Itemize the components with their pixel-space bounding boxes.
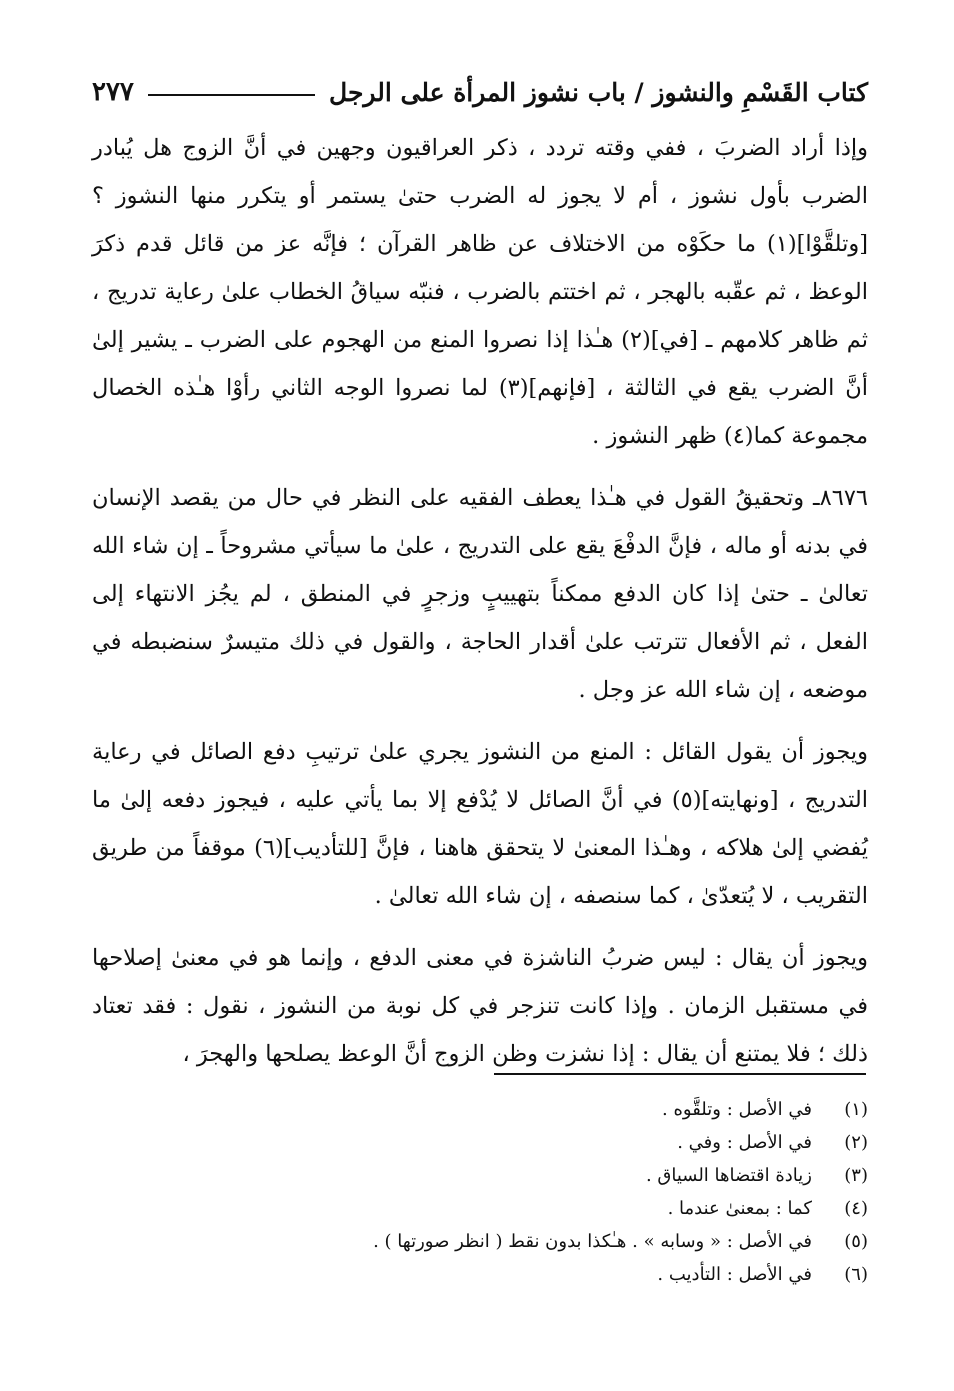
header-title: كتاب القَسْمِ والنشوز / باب نشوز المرأة على الرجل [329,77,868,107]
main-text [92,124,868,1078]
paragraph: ويجوز أن يقال : ليس ضربُ الناشزة في معنى الدفع ، وإنما هو في معنىٰ إصلاحها في مستقبل الزمان . وإذا كانت تنزجر في كل نوبة من النشوز ، نقول : فقد تعتاد ذلك ؛ فلا يمتنع أن يقال : إذا نشزت وظن الزوج أنَّ الوعظ يصلحها والهجرَ ، [92,945,868,1067]
footnotes [268,1093,868,1291]
footnote-text: زيادة اقتضاها السياق . [645,1165,812,1186]
footnote-text: كما : بمعنىٰ عندما . [667,1198,812,1219]
page-number: ٢٧٧ [92,77,134,107]
footnote-number: (٢) [844,1132,868,1153]
footnote-number: (٤) [844,1198,868,1219]
footnote-item [268,1258,868,1291]
footnote-number: (٦) [844,1264,868,1285]
footnote-text: في الأصل : وتلقَّوه . [662,1099,812,1120]
footnote-text: في الأصل : وفي . [677,1132,812,1153]
footnote-item [268,1126,868,1159]
header-rule [148,94,315,96]
footnote-number: (١) [844,1099,868,1120]
paragraph: وإذا أراد الضربَ ، ففي وقته تردد ، ذكر العراقيون وجهين في أنَّ الزوج هل يُبادر الضرب بأول نشوز ، أم لا يجوز له الضرب حتىٰ يستمر أو يتكرر منها النشوز ؟ [وتلقَّوْا](١) ما حكَوْه من الاختلاف عن ظاهر القرآن ؛ فإنَّه عز من قائل قدم ذكرَ الوعظ ، ثم عقّبه بالهجر ، ثم اختتم بالضرب ، فنبّه سياقُ الخطاب علىٰ رعاية تدريج ، ثم ظاهر كلامهم ـ [في](٢) هـٰذا إذا نصروا المنع من الهجوم على الضرب ـ يشير إلىٰ أنَّ الضرب يقع في الثالثة ، [فإنهم](٣) لما نصروا الوجه الثاني رأوْا هـٰذه الخصال مجموعة كما(٤) ظهر النشوز . [92,135,869,449]
footnote-text: في الأصل : التأديب . [657,1264,812,1285]
running-header [92,70,868,114]
footnote-text: في الأصل : « وسابه » . هـٰكذا بدون نقط ( انظر صورتها ) . [373,1231,812,1252]
paragraph: ٨٦٧٦ـ وتحقيقُ القول في هـٰذا يعطف الفقيه على النظر في حال من يقصد الإنسان في بدنه أو ماله ، فإنَّ الدفْعَ يقع على التدريج ، علىٰ ما سيأتي مشروحاً ـ إن شاء الله تعالىٰ ـ حتىٰ إذا كان الدفع ممكناً بتهييبٍ وزجرٍ في المنطق ، لم يجُز الانتهاء إلى الفعل ، ثم الأفعال تترتب علىٰ أقدار الحاجة ، والقول في ذلك متيسرٌ سنضبطه في موضعه ، إن شاء الله عز وجل . [92,485,868,703]
footnote-item [268,1159,868,1192]
footnote-number: (٣) [844,1165,868,1186]
paragraph: ويجوز أن يقول القائل : المنع من النشوز يجري علىٰ ترتيبِ دفع الصائل في رعاية التدريج ، [ونهايته](٥) في أنَّ الصائل لا يُدْفع إلا بما يأتي عليه ، فيجوز دفعه إلىٰ ما يُفضي إلىٰ هلاكه ، وهـٰذا المعنىٰ لا يتحقق هاهنا ، فإنَّ [للتأديب](٦) موقفاً من طريق التقريب ، لا يُتعدّىٰ ، كما سنصفه ، إن شاء الله تعالىٰ . [92,739,869,909]
footnote-number: (٥) [844,1231,868,1252]
footnote-item [268,1225,868,1258]
footnote-separator [494,1073,866,1075]
footnote-item [268,1192,868,1225]
footnote-item [268,1093,868,1126]
